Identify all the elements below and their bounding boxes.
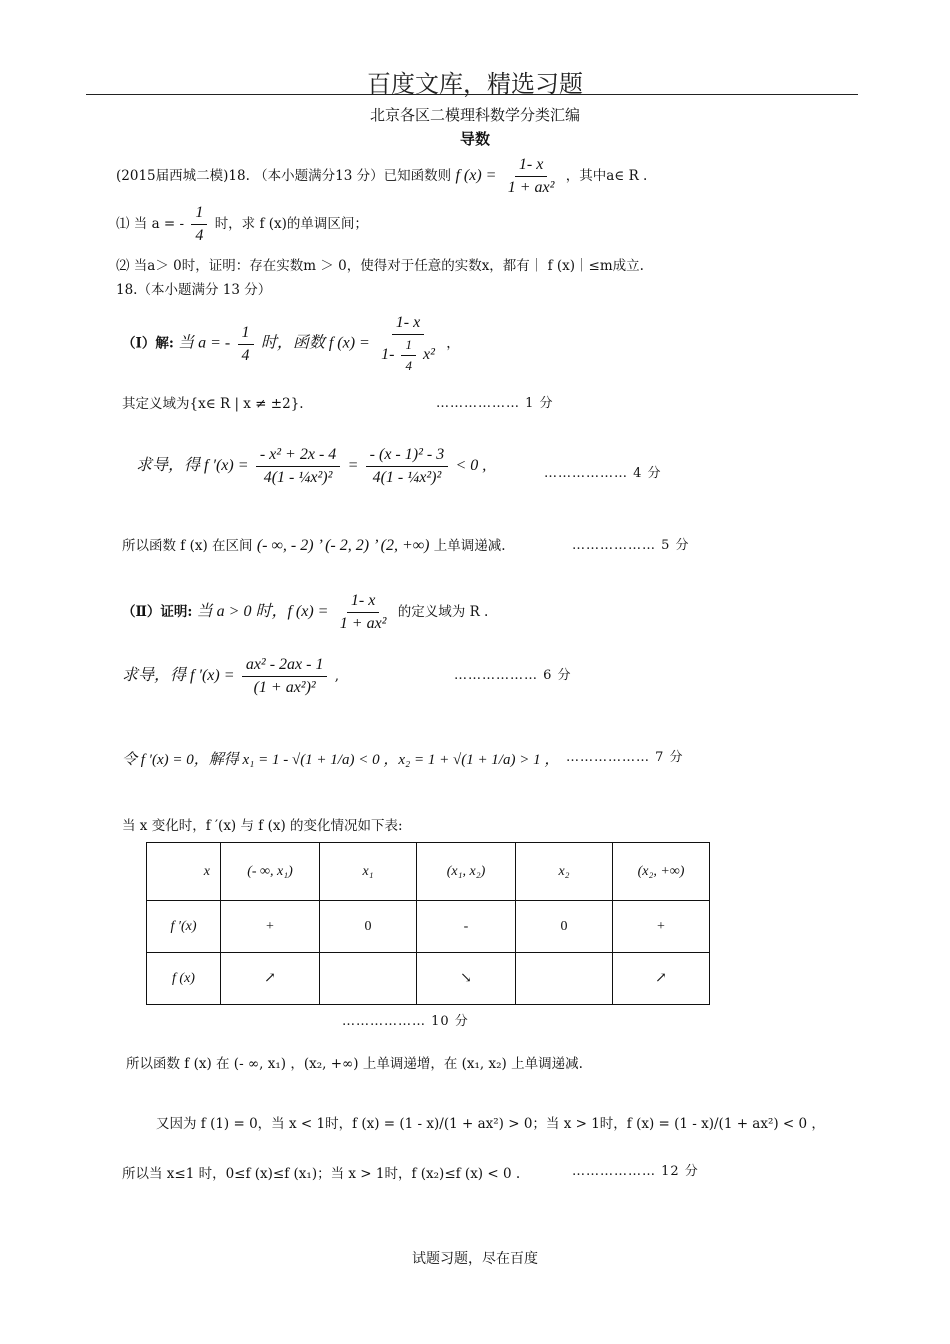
solution-step-2: 其定义域为{x∈ R | x ≠ ±2}. xyxy=(122,396,304,412)
solution-step-3 xyxy=(136,446,486,487)
table-cell: + xyxy=(613,901,710,953)
solution-step-7: 令 f ′(x) = 0，解得 x₁ = 1 - √(1 + 1/a) < 0 ，x₂ = 1 + √(1 + 1/a) > 1 ， xyxy=(122,752,560,768)
s3-num1: - x² + 2x - 4 xyxy=(256,446,340,467)
s3-eq: = xyxy=(347,457,359,474)
table-cell: (x₂, +∞) xyxy=(613,843,710,901)
s6-den: (1 + ax²)² xyxy=(253,679,316,696)
s3-den1: 4(1 - ¼x²)² xyxy=(263,469,333,486)
table-cell: (x₁, x₂) xyxy=(417,843,516,901)
table-cell: ↗ xyxy=(613,953,710,1005)
function-tail: ，其中a∈ R . xyxy=(565,168,648,184)
s6-tail: , xyxy=(334,668,340,684)
solution-step-11: 又因为 f (1) = 0，当 x < 1时，f (x) = (1 - x)/(1 + ax²) > 0；当 x > 1时，f (x) = (1 - x)/(1 + ax²) < 0 ， xyxy=(156,1116,825,1132)
score-6: ……………… 6 分 xyxy=(454,668,572,683)
page-footer: 试题习题，尽在百度 xyxy=(412,1251,538,1267)
s1-q-den: 4 xyxy=(241,346,250,364)
part1-pre: ⑴ 当 a = - xyxy=(116,216,185,232)
table-cell: 0 xyxy=(516,901,613,953)
s5-a: 当 a > 0 时，f (x) = xyxy=(196,603,329,620)
header-rule xyxy=(86,94,858,95)
table-cell: ↘ xyxy=(417,953,516,1005)
table-cell: x₁ xyxy=(320,843,417,901)
s1-den-quarter xyxy=(401,337,416,374)
solution-step-4 xyxy=(122,534,506,555)
s1-den-a: 1- xyxy=(381,346,395,364)
s3-frac-2 xyxy=(366,446,449,487)
function-fraction xyxy=(504,156,559,197)
part2-line: ⑵ 当a＞ 0时，证明：存在实数m ＞ 0，使得对于任意的实数x，都有｜ f (x)｜≤m成立. xyxy=(116,258,644,274)
table-cell: (- ∞, x₁) xyxy=(221,843,320,901)
s1-b: 时，函数 f (x) = xyxy=(260,334,370,352)
part1-num: 1 xyxy=(191,204,207,225)
s5-num: 1- x xyxy=(347,592,379,613)
solution-step-5 xyxy=(122,592,488,633)
s5-den: 1 + ax² xyxy=(339,615,387,632)
solution-step-10: 所以函数 f (x) 在 (- ∞, x₁) ，(x₂, +∞) 上单调递增，在 (x₁, x₂) 上单调递减. xyxy=(126,1056,583,1072)
part1-fraction xyxy=(191,204,207,245)
s3-num2: - (x - 1)² - 3 xyxy=(366,446,449,467)
table-cell: f ′(x) xyxy=(147,901,221,953)
s1-den xyxy=(377,335,439,374)
table-cell: - xyxy=(417,901,516,953)
s1-den-b: x² xyxy=(422,346,435,364)
s3-pre: 求导，得 f ′(x) = xyxy=(136,457,249,474)
s3-frac-1 xyxy=(256,446,340,487)
s4-b: 上单调递减. xyxy=(433,538,506,554)
solution-step-12: 所以当 x≤1 时，0≤f (x)≤f (x₁)；当 x > 1时，f (x₂)≤f (x) < 0 . xyxy=(122,1166,521,1182)
s1-a: 当 a = - xyxy=(178,334,231,352)
solution-step-1 xyxy=(122,314,460,374)
solution-heading: 18.（本小题满分 13 分） xyxy=(116,282,272,298)
s1-num: 1- x xyxy=(392,314,424,335)
table-row-header xyxy=(147,843,710,901)
s4-intervals: (- ∞, - 2) ’ (- 2, 2) ’ (2, +∞) xyxy=(256,537,430,554)
s6-fraction xyxy=(242,656,328,697)
s3-den2: 4(1 - ¼x²)² xyxy=(372,469,442,486)
part1-solution-label: （Ⅰ）解: xyxy=(122,335,174,352)
score-10: ……………… 10 分 xyxy=(342,1014,469,1029)
s6-pre: 求导，得 f ′(x) = xyxy=(122,667,235,684)
s1-dq-num: 1 xyxy=(401,337,416,356)
solution-step-6 xyxy=(122,656,339,697)
s5-b: 的定义域为 R . xyxy=(397,604,489,620)
s3-tail: < 0 , xyxy=(455,457,487,474)
s6-num: ax² - 2ax - 1 xyxy=(242,656,328,677)
table-cell: 0 xyxy=(320,901,417,953)
table-cell: x₂ xyxy=(516,843,613,901)
table-cell xyxy=(320,953,417,1005)
table-cell: x xyxy=(147,843,221,901)
section-title: 导数 xyxy=(459,130,490,148)
s1-quarter xyxy=(238,324,254,365)
function-lhs: f (x) = xyxy=(455,167,497,184)
s5-fraction xyxy=(336,592,391,633)
banner-title: 百度文库，精选习题 xyxy=(367,70,583,98)
part1-den: 4 xyxy=(195,227,204,244)
table-cell: + xyxy=(221,901,320,953)
document-subtitle: 北京各区二模理科数学分类汇编 xyxy=(369,106,580,124)
score-4: ……………… 4 分 xyxy=(544,466,662,481)
s1-q-num: 1 xyxy=(238,324,254,345)
problem-line xyxy=(116,156,647,197)
score-12: ……………… 12 分 xyxy=(572,1164,699,1179)
s4-a: 所以函数 f (x) 在区间 xyxy=(122,538,253,554)
table-cell: f (x) xyxy=(147,953,221,1005)
table-cell xyxy=(516,953,613,1005)
s1-dq-den: 4 xyxy=(405,358,412,373)
solution-step-8: 当 x 变化时，f ′(x) 与 f (x) 的变化情况如下表: xyxy=(122,818,403,834)
fraction-denominator: 1 + ax² xyxy=(507,179,555,196)
part1-line xyxy=(116,204,368,245)
s1-fraction xyxy=(377,314,439,374)
fraction-numerator: 1- x xyxy=(515,156,547,177)
table-row-derivative xyxy=(147,901,710,953)
score-5: ……………… 5 分 xyxy=(572,538,690,553)
part1-post: 时，求 f (x)的单调区间； xyxy=(214,216,368,232)
variation-table xyxy=(146,842,710,1005)
s1-comma: ， xyxy=(446,335,460,352)
table-row-function xyxy=(147,953,710,1005)
table-cell: ↗ xyxy=(221,953,320,1005)
part2-solution-label: （Ⅱ）证明: xyxy=(122,604,193,620)
problem-source: (2015届西城二模)18. xyxy=(116,168,250,184)
score-1: ……………… 1 分 xyxy=(436,396,554,411)
problem-points: （本小题满分13 分）已知函数则 xyxy=(254,168,452,184)
score-7: ……………… 7 分 xyxy=(566,750,684,765)
